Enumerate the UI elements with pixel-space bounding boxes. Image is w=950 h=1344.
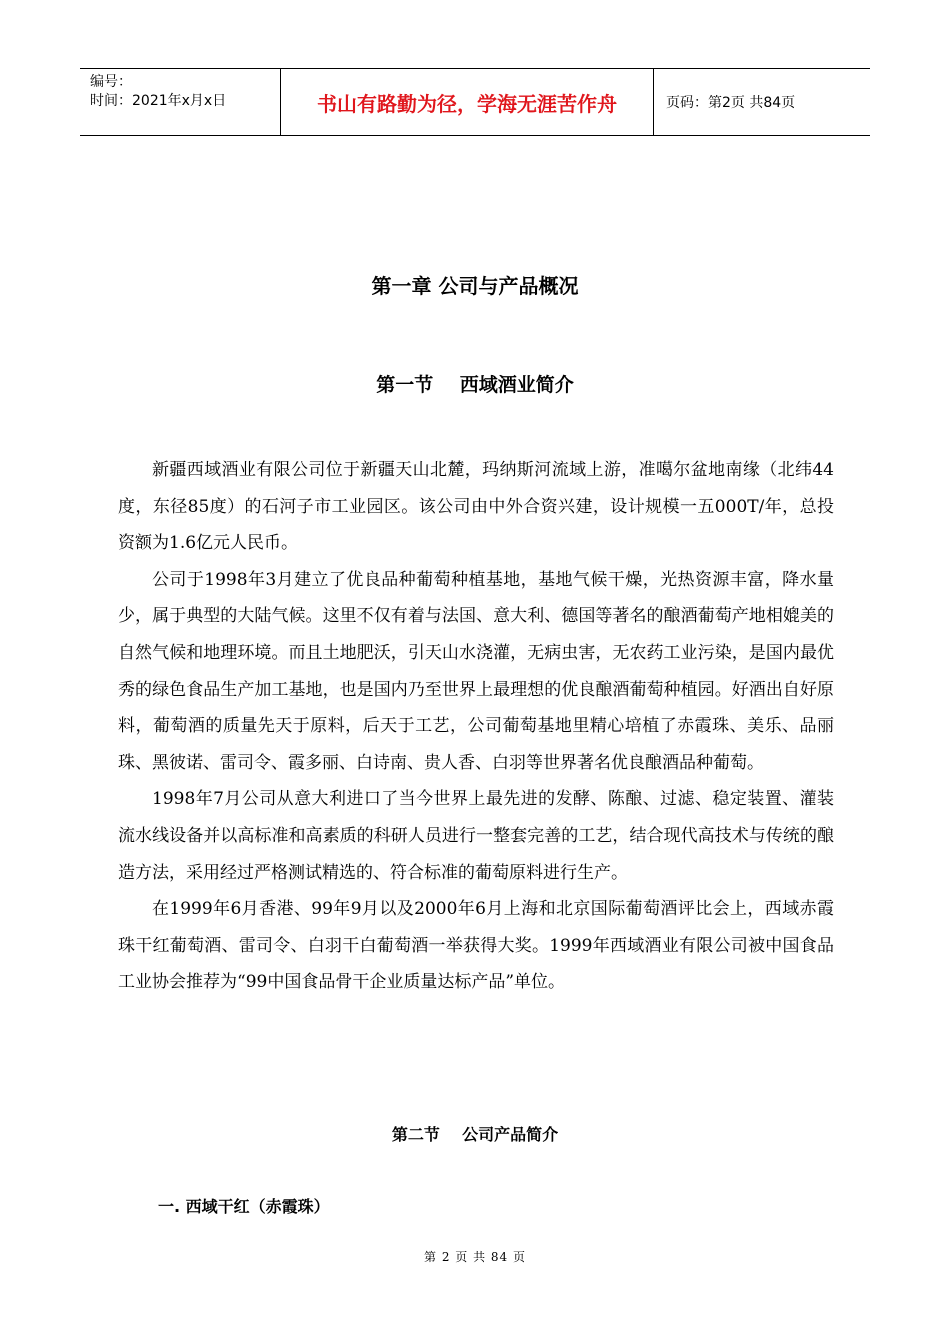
header-motto: 书山有路勤为径，学海无涯苦作舟 [281, 69, 654, 135]
paragraph: 新疆西域酒业有限公司位于新疆天山北麓，玛纳斯河流域上游，准噶尔盆地南缘（北纬44度，东径85度）的石河子市工业园区。该公司由中外合资兴建，设计规模一五000T/年，总投资额为1.6亿元人民币。 [118, 460, 834, 554]
section-title-2: 第二节 公司产品简介 [391, 1125, 559, 1144]
item-title: 一. 西域干红（赤霞珠） [158, 1197, 330, 1216]
paragraph: 在1999年6月香港、99年9月以及2000年6月上海和北京国际葡萄酒评比会上，西域赤霞珠干红葡萄酒、雷司令、白羽干白葡萄酒一举获得大奖。1999年西域酒业有限公司被中国食品工业协会推荐为“99中国食品骨干企业质量达标产品”单位。 [118, 899, 834, 993]
header-page-info: 页码：第2页 共84页 [666, 95, 796, 111]
header-meta [80, 69, 281, 135]
chapter-title: 第一章 公司与产品概况 [371, 274, 579, 298]
page-header [80, 68, 870, 136]
paragraph: 1998年7月公司从意大利进口了当今世界上最先进的发酵、陈酿、过滤、稳定装置、灌装流水线设备并以高标准和高素质的科研人员进行一整套完善的工艺，结合现代高技术与传统的酿造方法，采用经过严格测试精选的、符合标准的葡萄原料进行生产。 [118, 789, 834, 883]
body-text [118, 452, 834, 1001]
header-time-label: 时间：2021年x月x日 [90, 93, 227, 109]
section-title-1: 第一节 西域酒业简介 [376, 374, 574, 396]
paragraph: 公司于1998年3月建立了优良品种葡萄种植基地，基地气候干燥，光热资源丰富，降水量少，属于典型的大陆气候。这里不仅有着与法国、意大利、德国等著名的酿酒葡萄产地相媲美的自然气候和地理环境。而且土地肥沃，引天山水浇灌，无病虫害，无农药工业污染，是国内最优秀的绿色食品生产加工基地，也是国内乃至世界上最理想的优良酿酒葡萄种植园。好酒出自好原料，葡萄酒的质量先天于原料，后天于工艺，公司葡萄基地里精心培植了赤霞珠、美乐、品丽珠、黑彼诺、雷司令、霞多丽、白诗南、贵人香、白羽等世界著名优良酿酒品种葡萄。 [118, 569, 834, 773]
header-number-label: 编号： [90, 74, 132, 90]
page-footer: 第 2 页 共 84 页 [424, 1250, 526, 1264]
